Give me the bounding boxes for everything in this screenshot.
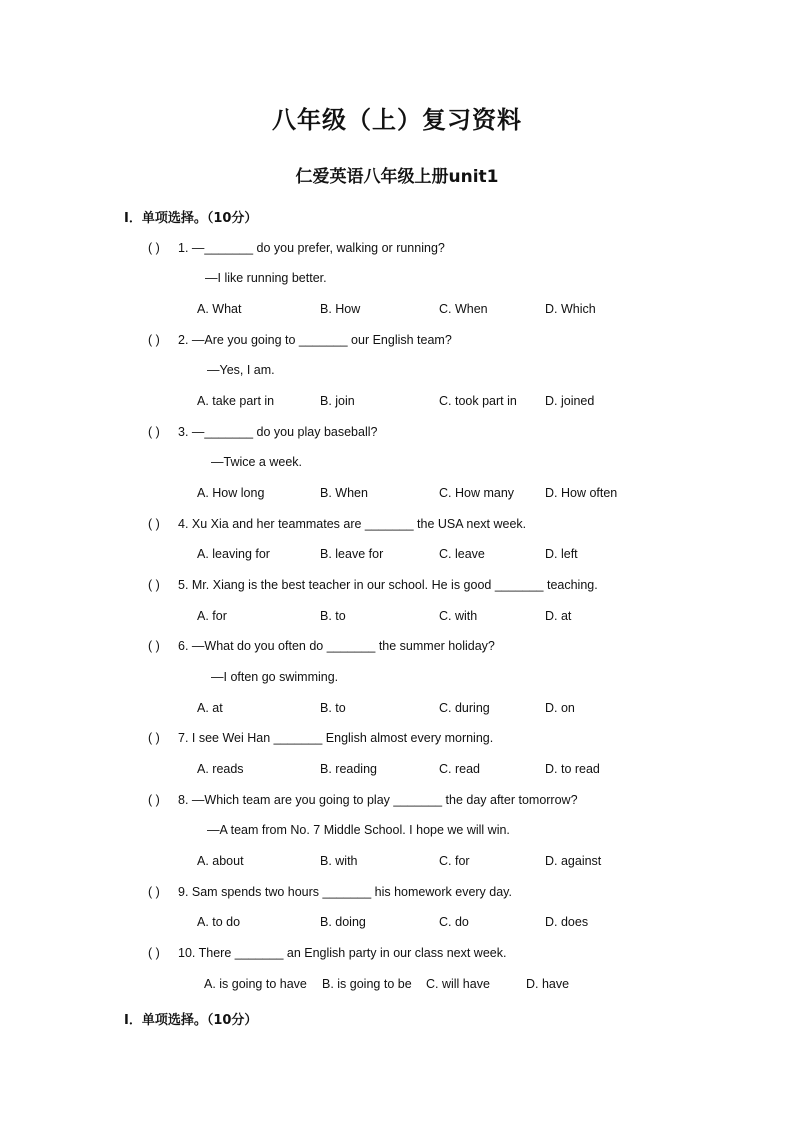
answer-blank: ( ) [148,517,160,531]
option-c: C. How many [439,486,515,500]
option-b: B. reading [320,762,377,776]
option-a: A. is going to have [204,977,307,991]
answer-blank: ( ) [148,793,160,807]
option-b: B. to [320,609,346,623]
option-a: A. about [197,854,244,868]
option-d: D. to read [545,762,600,776]
option-b: B. with [320,854,358,868]
option-d: D. against [545,854,602,868]
page-subtitle: 仁爱英语八年级上册unit1 [295,167,499,187]
question-response: —Twice a week. [211,455,303,469]
option-b: B. How [320,302,361,316]
option-d: D. joined [545,394,595,408]
option-a: A. to do [197,915,241,929]
question-text: 7. I see Wei Han _______ English almost every morning. [178,731,494,745]
option-c: C. took part in [439,394,517,408]
option-a: A. at [197,701,223,715]
option-b: B. doing [320,915,366,929]
option-a: A. reads [197,762,244,776]
answer-blank: ( ) [148,425,160,439]
option-d: D. How often [545,486,618,500]
option-c: C. for [439,854,470,868]
question-text: 1. —_______ do you prefer, walking or running? [178,241,445,255]
option-c: C. read [439,762,480,776]
section-header: Ⅰ．单项选择。（10分） [124,1013,258,1028]
option-d: D. left [545,547,578,561]
answer-blank: ( ) [148,731,160,745]
option-b: B. When [320,486,368,500]
option-d: D. at [545,609,572,623]
option-c: C. will have [426,977,490,991]
option-c: C. When [439,302,488,316]
question-text: 10. There _______ an English party in our class next week. [178,946,507,960]
question-text: 4. Xu Xia and her teammates are _______ the USA next week. [178,517,527,531]
answer-blank: ( ) [148,885,160,899]
option-a: A. for [197,609,227,623]
question-text: 6. —What do you often do _______ the summer holiday? [178,639,495,653]
answer-blank: ( ) [148,578,160,592]
question-response: —I often go swimming. [211,670,339,684]
option-b: B. leave for [320,547,384,561]
option-b: B. to [320,701,346,715]
question-text: 3. —_______ do you play baseball? [178,425,378,439]
option-d: D. does [545,915,589,929]
question-response: —A team from No. 7 Middle School. I hope we will win. [207,823,510,837]
section-header: Ⅰ．单项选择。（10分） [124,211,258,226]
answer-blank: ( ) [148,639,160,653]
question-response: —I like running better. [205,271,327,285]
question-response: —Yes, I am. [207,363,275,377]
question-text: 5. Mr. Xiang is the best teacher in our school. He is good _______ teaching. [178,578,598,592]
question-text: 8. —Which team are you going to play _______ the day after tomorrow? [178,793,578,807]
option-a: A. What [197,302,242,316]
option-c: C. with [439,609,478,623]
option-a: A. leaving for [197,547,270,561]
option-b: B. is going to be [322,977,412,991]
question-text: 2. —Are you going to _______ our English team? [178,333,452,347]
option-d: D. on [545,701,575,715]
page-title: 八年级（上）复习资料 [272,105,522,134]
option-a: A. How long [197,486,265,500]
answer-blank: ( ) [148,241,160,255]
option-c: C. leave [439,547,485,561]
option-c: C. do [439,915,469,929]
option-d: D. Which [545,302,596,316]
answer-blank: ( ) [148,333,160,347]
option-a: A. take part in [197,394,275,408]
option-c: C. during [439,701,490,715]
answer-blank: ( ) [148,946,160,960]
option-d: D. have [526,977,570,991]
option-b: B. join [320,394,355,408]
question-text: 9. Sam spends two hours _______ his homework every day. [178,885,512,899]
